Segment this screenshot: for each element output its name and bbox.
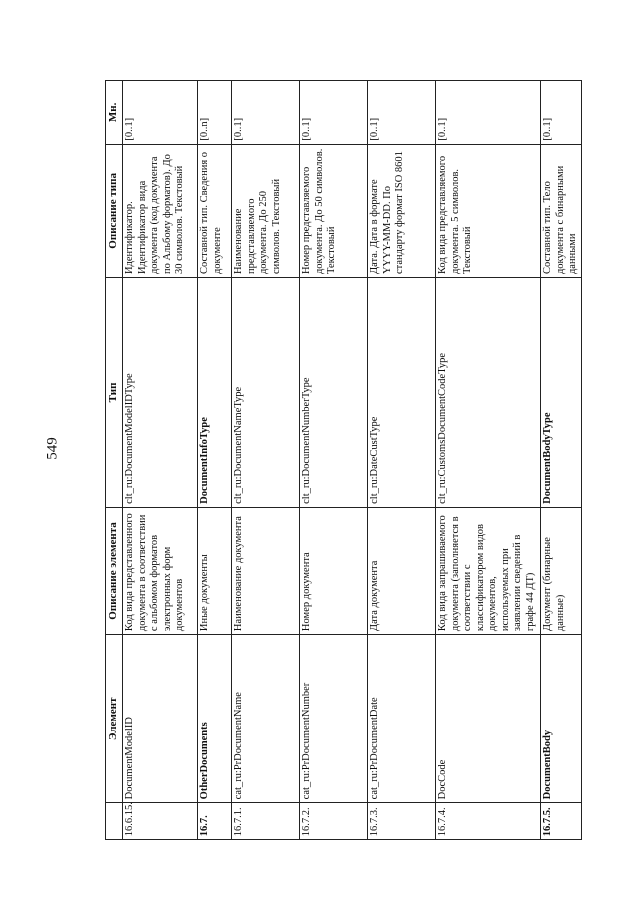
row-number: 16.7.1. xyxy=(232,803,300,840)
type-description: Составной тип. Сведения о документе xyxy=(198,144,232,277)
element-description: Дата документа xyxy=(368,507,436,634)
element-description: Код вида запрашиваемого документа (заполняется в соответствии с классификатором видов документов, используемых при заявлении сведений в графе 44 ДТ) xyxy=(436,507,541,634)
table-row xyxy=(300,81,368,851)
table-row xyxy=(541,81,582,851)
multiplicity: [0..1] xyxy=(541,81,582,145)
row-number: 16.7.2. xyxy=(300,803,368,840)
element-description: Наименование документа xyxy=(232,507,300,634)
type-description: Номер представляемого документа. До 50 символов. Текстовый xyxy=(300,144,368,277)
header-multiplicity: Мн. xyxy=(106,81,123,145)
element-name: DocCode xyxy=(436,635,541,803)
element-description: Номер документа xyxy=(300,507,368,634)
spacer-cell xyxy=(198,840,232,850)
spacer-cell xyxy=(232,840,300,850)
header-number xyxy=(106,803,123,840)
type-name: DocumentBodyType xyxy=(541,278,582,508)
multiplicity: [0..1] xyxy=(436,81,541,145)
table-row xyxy=(232,81,300,851)
type-description: Наименование представляемого документа. До 250 символов. Текстовый xyxy=(232,144,300,277)
element-name: DocumentBody xyxy=(541,635,582,803)
table-row xyxy=(436,81,541,851)
table-header-row xyxy=(106,81,123,851)
row-number: 16.7.3. xyxy=(368,803,436,840)
elements-table xyxy=(105,80,582,850)
element-name: cat_ru:PrDocumentDate xyxy=(368,635,436,803)
spacer-cell xyxy=(368,840,436,850)
row-number: 16.7.5. xyxy=(541,803,582,840)
type-description: Дата. Дата в формате YYYY-MM-DD. По стандарту формат ISO 8601 xyxy=(368,144,436,277)
header-type: Тип xyxy=(106,278,123,508)
spacer-cell xyxy=(436,840,541,850)
type-name: clt_ru:DocumentModelIDType xyxy=(123,278,198,508)
element-description: Иные документы xyxy=(198,507,232,634)
multiplicity: [0..n] xyxy=(198,81,232,145)
row-number: 16.6.15. xyxy=(123,803,198,840)
header-element: Элемент xyxy=(106,635,123,803)
table-row xyxy=(368,81,436,851)
multiplicity: [0..1] xyxy=(368,81,436,145)
multiplicity: [0..1] xyxy=(232,81,300,145)
row-number: 16.7. xyxy=(198,803,232,840)
table-row xyxy=(123,81,198,851)
type-description: Код вида представляемого документа. 5 символов. Текстовый xyxy=(436,144,541,277)
header-type-description: Описание типа xyxy=(106,144,123,277)
header-element-description: Описание элемента xyxy=(106,507,123,634)
element-description: Документ (бинарные данные) xyxy=(541,507,582,634)
element-name: cat_ru:PrDocumentName xyxy=(232,635,300,803)
element-name: DocumentModelID xyxy=(123,635,198,803)
type-name: DocumentInfoType xyxy=(198,278,232,508)
multiplicity: [0..1] xyxy=(123,81,198,145)
table-row xyxy=(198,81,232,851)
type-name: clt_ru:DocumentNameType xyxy=(232,278,300,508)
header-spacer xyxy=(106,840,123,850)
type-name: clt_ru:DocumentNumberType xyxy=(300,278,368,508)
type-description: Идентификатор. Идентификатор вида документа (код документа по Альбому форматов). До 30 символов. Текстовый xyxy=(123,144,198,277)
rotated-page-content xyxy=(105,80,589,850)
element-description: Код вида представленного документа в соответствии с альбомом форматов электронных форм документов xyxy=(123,507,198,634)
element-name: cat_ru:PrDocumentNumber xyxy=(300,635,368,803)
type-name: clt_ru:DateCustType xyxy=(368,278,436,508)
row-number: 16.7.4. xyxy=(436,803,541,840)
type-name: clt_ru:CustomsDocumentCodeType xyxy=(436,278,541,508)
multiplicity: [0..1] xyxy=(300,81,368,145)
spacer-cell xyxy=(541,840,582,850)
element-name: OtherDocuments xyxy=(198,635,232,803)
spacer-cell xyxy=(300,840,368,850)
type-description: Составной тип. Тело документа с бинарными данными xyxy=(541,144,582,277)
spacer-cell xyxy=(123,840,198,850)
page-number: 549 xyxy=(44,437,61,460)
